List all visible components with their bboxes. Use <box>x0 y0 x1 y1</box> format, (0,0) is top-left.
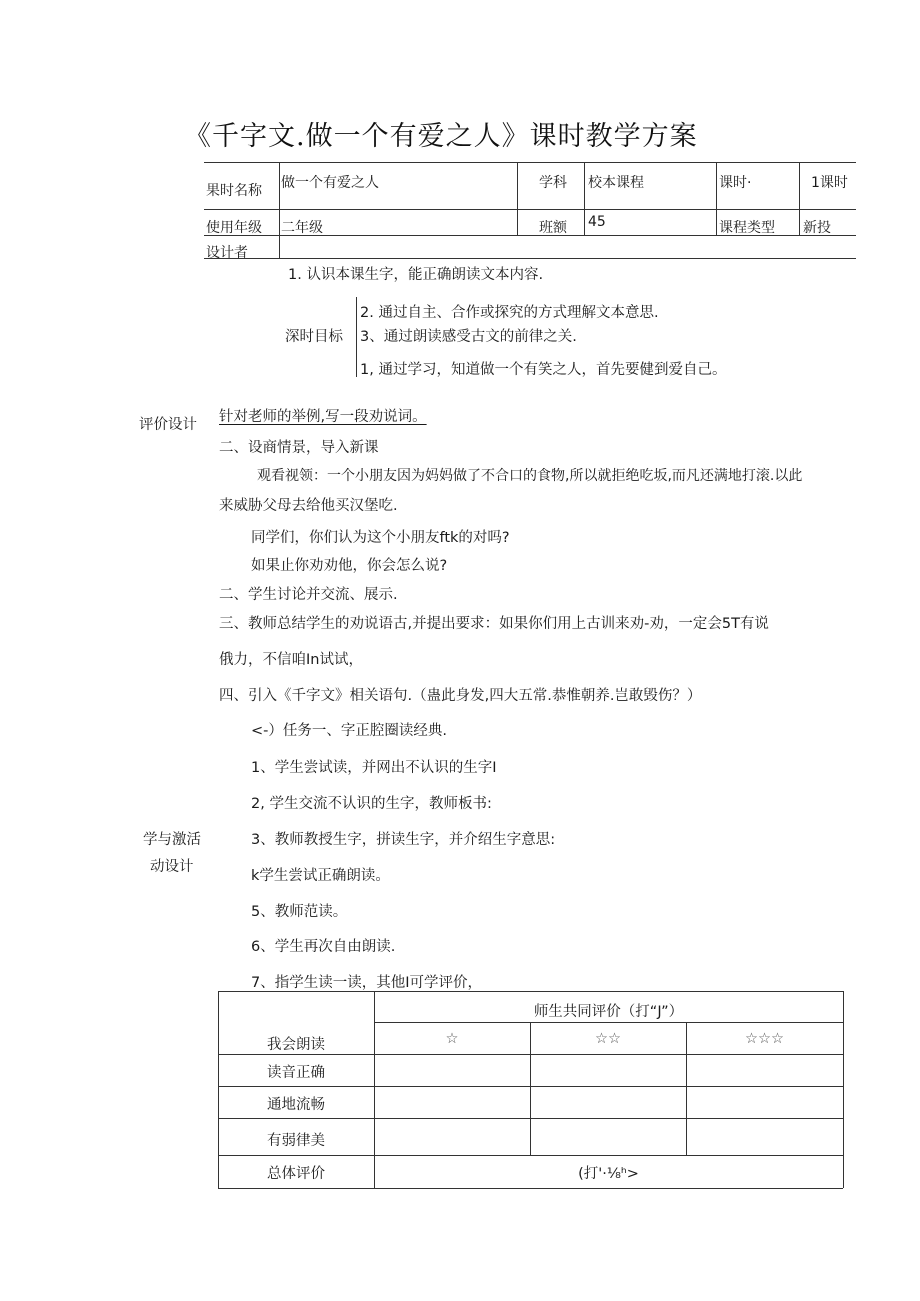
subject-label: 学科 <box>539 175 567 191</box>
activity-line: 1、学生尝试读，并网出不认识的生字I <box>251 760 497 776</box>
eval-total-value: (打'·⅛ʰ> <box>578 1166 639 1182</box>
activity-line: 6、学生再次自由朗读. <box>251 939 396 955</box>
activity-line: k学生尝试正确朗读。 <box>251 868 390 884</box>
info-table-col-divider <box>799 162 800 235</box>
grade-value: 二年级 <box>281 220 323 236</box>
eval-table-row-divider <box>218 1155 843 1156</box>
activity-line: 二、设商情景，导入新课 <box>219 440 379 456</box>
eval-table-border-bottom <box>218 1188 843 1189</box>
course-type-value: 新投 <box>803 220 831 236</box>
eval-total-label: 总体评价 <box>267 1166 325 1182</box>
eval-row-label: 有弱律美 <box>267 1133 325 1149</box>
eval-table-border-right <box>843 991 844 1188</box>
info-table-col-divider <box>279 162 280 258</box>
eval-row-label: 通地流畅 <box>267 1097 325 1113</box>
activity-line: 俄力，不信咱In试试， <box>219 652 363 668</box>
objectives-label: 深时目标 <box>285 329 343 345</box>
subject-value: 校本课程 <box>588 175 644 191</box>
eval-table-border-left <box>218 991 219 1188</box>
activity-line: 四、引入《千字文》相关语句.（蛊此身发,四大五常.恭惟朝养.岂敢毁伤？） <box>219 688 702 704</box>
eval-table-row-divider <box>374 1022 843 1023</box>
eval-table-border-top <box>218 991 843 992</box>
objective-item: 1, 通过学习，知道做一个有笑之人，首先要健到爱自己。 <box>360 362 727 378</box>
objective-item: 2. 通过自主、合作或探究的方式理解文本意思. <box>360 305 659 321</box>
eval-row-label: 读音正确 <box>267 1065 325 1081</box>
evaluation-text: 针对老师的举例,写一段劝说词。 <box>219 409 427 425</box>
info-table-border-bottom <box>204 258 856 259</box>
activity-line: 7、指学生读一读，其他I可学评价， <box>251 975 483 991</box>
evaluation-label: 评价设计 <box>139 417 197 433</box>
objective-item: 3、通过朗读感受古文的前律之关. <box>360 329 577 345</box>
activity-line: 2, 学生交流不认识的生字，教师板书: <box>251 796 492 812</box>
objective-item: 1. 认识本课生字，能正确朗读文本内容. <box>288 267 544 283</box>
activity-line: 三、教师总结学生的劝说语古,并提出要求：如果你们用上古训来劝-劝，一定会5T有说 <box>219 616 769 632</box>
info-table-border-top <box>204 162 856 163</box>
activities-label: 动设计 <box>150 859 194 875</box>
activity-line: 如果止你劝劝他，你会怎么说? <box>251 558 448 574</box>
info-table-col-divider <box>716 162 717 235</box>
star-rating-three: ☆☆☆ <box>745 1031 784 1047</box>
info-table-col-divider <box>584 162 585 235</box>
activity-line: 来威胁父母去给他买汉堡吃. <box>219 498 398 514</box>
star-rating-one: ☆ <box>445 1031 459 1047</box>
info-table-row-divider <box>204 209 856 210</box>
activities-label: 学与激活 <box>143 832 201 848</box>
class-size-label: 班额 <box>539 220 567 236</box>
grade-label: 使用年级 <box>206 220 262 236</box>
objectives-bracket-line <box>356 297 357 377</box>
activity-line: 同学们，你们认为这个小朋友ftk的对吗? <box>251 530 510 546</box>
lesson-count-value: 1课时 <box>811 175 848 191</box>
class-size-value: 45 <box>588 214 606 230</box>
activity-line: 观看视领：一个小朋友因为妈妈做了不合口的食物,所以就拒绝吃坂,而凡还满地打滚.以此 <box>257 468 803 484</box>
page-title: 《千字文.做一个有爱之人》课时教学方案 <box>184 121 698 152</box>
designer-label: 设计者 <box>206 245 248 261</box>
course-name-value: 做一个有爱之人 <box>281 175 379 191</box>
info-table-col-divider <box>517 162 518 235</box>
course-name-label: 果时名称 <box>206 183 262 199</box>
activity-line: 5、教师范读。 <box>251 904 348 920</box>
eval-group-header: 师生共同评价（打“J”） <box>533 1004 684 1020</box>
activity-line: 3、教师教授生字，拼读生字，并介绍生字意思: <box>251 832 556 848</box>
eval-left-header: 我会朗读 <box>267 1037 325 1053</box>
course-type-label: 课程类型 <box>719 220 775 236</box>
star-rating-two: ☆☆ <box>595 1031 621 1047</box>
activity-line: 二、学生讨论并交流、展示. <box>219 587 398 603</box>
activity-line: <-）任务一、字正腔圈读经典. <box>251 723 447 739</box>
lesson-count-label: 课时· <box>719 175 752 191</box>
